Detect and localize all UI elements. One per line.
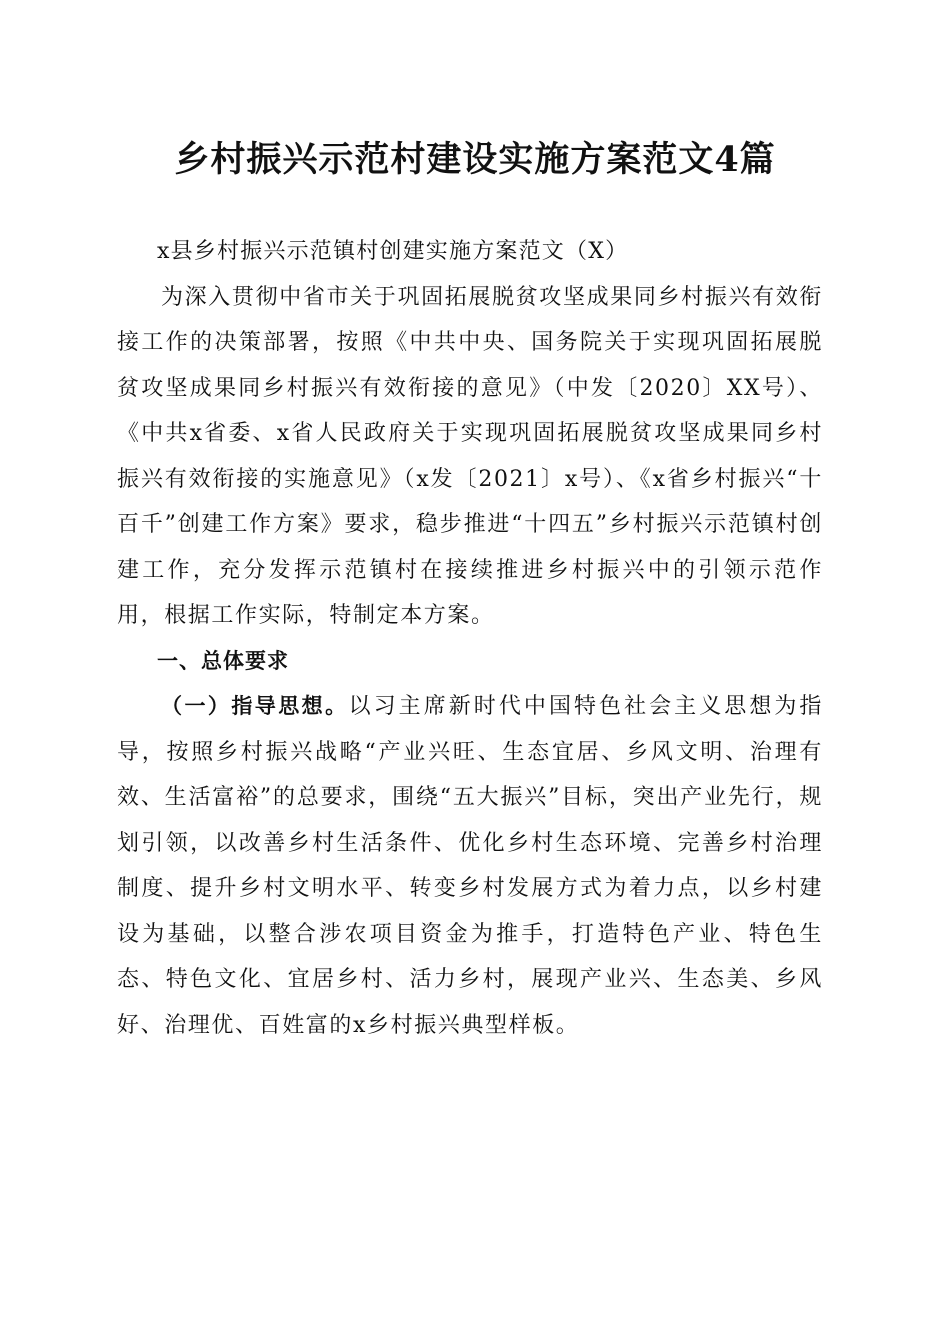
- document-subtitle: x县乡村振兴示范镇村创建实施方案范文（X）: [157, 239, 629, 264]
- section-heading-general-requirements: 一、总体要求: [157, 648, 289, 673]
- intro-paragraph: 为深入贯彻中省市关于巩固拓展脱贫攻坚成果同乡村振兴有效衔接工作的决策部署，按照《中共中央、国务院关于实现巩固拓展脱贫攻坚成果同乡村振兴有效衔接的意见》（中发〔2020〕XX号）、《中共x省委、x省人民政府关于实现巩固拓展脱贫攻坚成果同乡村振兴有效衔接的实施意见》（x发〔2021〕x号）、《x省乡村振兴“十百千”创建工作方案》要求，稳步推进“十四五”乡村振兴示范镇村创建工作，充分发挥示范镇村在接续推进乡村振兴中的引领示范作用，根据工作实际，特制定本方案。: [117, 284, 823, 628]
- guiding-ideology-lead: （一）指导思想。: [161, 694, 349, 718]
- document-body: [117, 229, 823, 1048]
- guiding-ideology-body: 以习主席新时代中国特色社会主义思想为指导，按照乡村振兴战略“产业兴旺、生态宜居、乡风文明、治理有效、生活富裕”的总要求，围绕“五大振兴”目标，突出产业先行，规划引领，以改善乡村生活条件、优化乡村生态环境、完善乡村治理制度、提升乡村文明水平、转变乡村发展方式为着力点，以乡村建设为基础，以整合涉农项目资金为推手，打造特色产业、特色生态、特色文化、宜居乡村、活力乡村，展现产业兴、生态美、乡风好、治理优、百姓富的x乡村振兴典型样板。: [117, 694, 824, 1038]
- guiding-ideology-paragraph: [117, 684, 823, 1048]
- document-title: 乡村振兴示范村建设实施方案范文4篇: [174, 139, 776, 180]
